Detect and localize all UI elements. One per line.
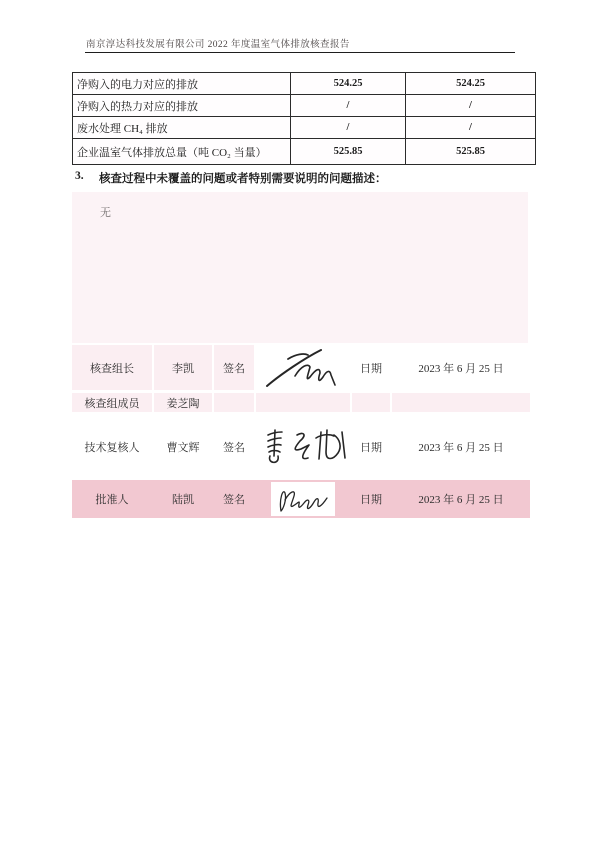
signoff-row-member [72,393,530,412]
emission-value: 524.25 [406,73,536,95]
signoff-row-approver [72,480,530,518]
empty-cell [256,393,350,412]
emission-value: 525.85 [291,139,406,165]
section-heading [75,170,545,186]
date-label: 日期 [360,494,382,506]
signoff-row-leader [72,345,530,390]
person-name: 姜芝陶 [154,393,212,412]
sign-date: 2023 年 6 月 25 日 [418,362,504,375]
emission-row-label: 净购入的热力对应的排放 [73,95,291,117]
empty-cell [352,393,390,412]
empty-cell [392,393,530,412]
page-header-title: 南京淳达科技发展有限公司 2022 年度温室气体排放核查报告 [86,40,350,50]
emissions-table [72,72,536,165]
person-name: 李凯 [154,345,212,390]
leader-signature-cell [256,345,350,390]
approver-signature [273,483,333,515]
person-name: 陆凯 [172,494,194,506]
role-label: 核查组成员 [72,393,152,412]
sign-label: 签名 [214,345,254,390]
sign-date: 2023 年 6 月 25 日 [418,494,504,506]
role-label: 核查组长 [72,345,152,390]
role-label: 批准人 [95,494,129,506]
header-divider [85,52,515,53]
sign-date: 2023 年 6 月 25 日 [418,442,504,454]
leader-signature [261,346,345,390]
approver-signature-cell [256,480,350,518]
table-row [73,95,536,117]
section-number: 3. [75,170,84,182]
emission-value: / [291,117,406,139]
date-label: 日期 [360,362,382,375]
emission-row-label: 企业温室气体排放总量（吨 CO₂ 当量） [73,139,291,165]
table-row [73,73,536,95]
emission-value: 524.25 [291,73,406,95]
reviewer-signature-cell [256,415,350,479]
empty-cell [214,393,254,412]
table-row [73,139,536,165]
emission-value: 525.85 [406,139,536,165]
person-name: 曹文辉 [166,442,200,454]
sign-label: 签名 [223,442,245,454]
section-heading-text: 核查过程中未覆盖的问题或者特别需要说明的问题描述： [99,173,387,185]
answer-box [72,192,528,343]
emission-value: / [291,95,406,117]
table-row [73,117,536,139]
emission-row-label: 净购入的电力对应的排放 [73,73,291,95]
emission-value: / [406,95,536,117]
role-label: 技术复核人 [84,442,140,454]
reviewer-signature [259,422,347,472]
date-label: 日期 [360,442,382,454]
sign-label: 签名 [223,494,245,506]
emission-row-label: 废水处理 CH₄ 排放 [73,117,291,139]
signature-paper [271,482,335,516]
emission-value: / [406,117,536,139]
answer-text: 无 [100,207,111,219]
signoff-row-reviewer [72,415,530,479]
